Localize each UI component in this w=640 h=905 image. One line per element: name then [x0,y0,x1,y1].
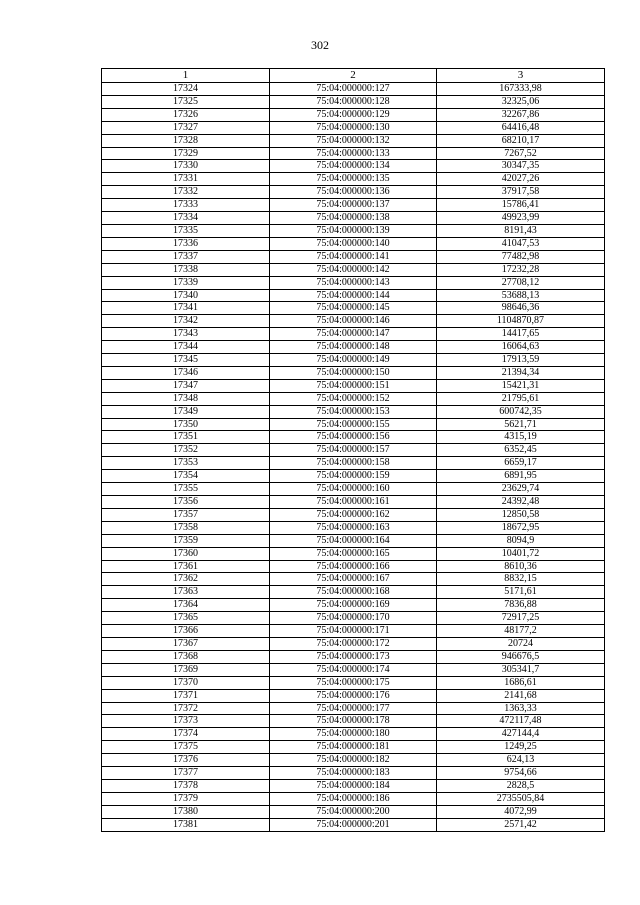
cadastral-number-cell: 75:04:000000:200 [270,805,437,818]
table-row [102,95,605,108]
cadastral-number-cell: 75:04:000000:175 [270,676,437,689]
value-cell: 30347,35 [437,160,605,173]
cadastral-number-cell: 75:04:000000:180 [270,728,437,741]
value-cell: 32267,86 [437,108,605,121]
value-cell: 32325,06 [437,95,605,108]
value-cell: 27708,12 [437,276,605,289]
column-header-1: 1 [102,69,270,83]
table-row [102,237,605,250]
row-number-cell: 17371 [102,689,270,702]
value-cell: 98646,36 [437,302,605,315]
value-cell: 6352,45 [437,444,605,457]
table-body [102,83,605,832]
table-row [102,212,605,225]
table-row [102,250,605,263]
cadastral-number-cell: 75:04:000000:142 [270,263,437,276]
table-row [102,366,605,379]
table-row [102,728,605,741]
row-number-cell: 17358 [102,521,270,534]
value-cell: 600742,35 [437,405,605,418]
value-cell: 7267,52 [437,147,605,160]
table-row [102,354,605,367]
cadastral-number-cell: 75:04:000000:163 [270,521,437,534]
table-row [102,483,605,496]
value-cell: 20724 [437,637,605,650]
row-number-cell: 17360 [102,547,270,560]
value-cell: 6891,95 [437,470,605,483]
row-number-cell: 17335 [102,224,270,237]
row-number-cell: 17378 [102,779,270,792]
value-cell: 41047,53 [437,237,605,250]
value-cell: 68210,17 [437,134,605,147]
cadastral-number-cell: 75:04:000000:140 [270,237,437,250]
table-row [102,302,605,315]
value-cell: 77482,98 [437,250,605,263]
table-row [102,779,605,792]
value-cell: 37917,58 [437,186,605,199]
row-number-cell: 17334 [102,212,270,225]
table-row [102,418,605,431]
table-row [102,199,605,212]
row-number-cell: 17326 [102,108,270,121]
table-row [102,586,605,599]
value-cell: 18672,95 [437,521,605,534]
value-cell: 8832,15 [437,573,605,586]
cadastral-number-cell: 75:04:000000:184 [270,779,437,792]
value-cell: 21394,34 [437,366,605,379]
row-number-cell: 17372 [102,702,270,715]
table-row [102,341,605,354]
cadastral-number-cell: 75:04:000000:150 [270,366,437,379]
row-number-cell: 17339 [102,276,270,289]
value-cell: 8610,36 [437,560,605,573]
value-cell: 16064,63 [437,341,605,354]
cadastral-number-cell: 75:04:000000:135 [270,173,437,186]
value-cell: 5621,71 [437,418,605,431]
row-number-cell: 17351 [102,431,270,444]
cadastral-number-cell: 75:04:000000:145 [270,302,437,315]
row-number-cell: 17375 [102,741,270,754]
row-number-cell: 17341 [102,302,270,315]
table-row [102,805,605,818]
cadastral-number-cell: 75:04:000000:169 [270,599,437,612]
value-cell: 8094,9 [437,534,605,547]
cadastral-number-cell: 75:04:000000:183 [270,767,437,780]
value-cell: 2735505,84 [437,792,605,805]
row-number-cell: 17324 [102,83,270,96]
cadastral-number-cell: 75:04:000000:186 [270,792,437,805]
row-number-cell: 17369 [102,663,270,676]
row-number-cell: 17350 [102,418,270,431]
value-cell: 10401,72 [437,547,605,560]
row-number-cell: 17362 [102,573,270,586]
cadastral-number-cell: 75:04:000000:172 [270,637,437,650]
table-row [102,573,605,586]
row-number-cell: 17361 [102,560,270,573]
cadastral-number-cell: 75:04:000000:182 [270,754,437,767]
value-cell: 17913,59 [437,354,605,367]
row-number-cell: 17346 [102,366,270,379]
value-cell: 2828,5 [437,779,605,792]
value-cell: 1363,33 [437,702,605,715]
table-row [102,560,605,573]
cadastral-number-cell: 75:04:000000:153 [270,405,437,418]
cadastral-number-cell: 75:04:000000:134 [270,160,437,173]
row-number-cell: 17343 [102,328,270,341]
table-row [102,457,605,470]
column-header-2: 2 [270,69,437,83]
row-number-cell: 17327 [102,121,270,134]
value-cell: 9754,66 [437,767,605,780]
row-number-cell: 17325 [102,95,270,108]
value-cell: 1104870,87 [437,315,605,328]
data-table [101,68,605,832]
value-cell: 15786,41 [437,199,605,212]
value-cell: 64416,48 [437,121,605,134]
value-cell: 427144,4 [437,728,605,741]
value-cell: 12850,58 [437,508,605,521]
row-number-cell: 17373 [102,715,270,728]
cadastral-number-cell: 75:04:000000:137 [270,199,437,212]
value-cell: 14417,65 [437,328,605,341]
table-row [102,405,605,418]
row-number-cell: 17354 [102,470,270,483]
cadastral-number-cell: 75:04:000000:130 [270,121,437,134]
table-row [102,612,605,625]
row-number-cell: 17364 [102,599,270,612]
cadastral-number-cell: 75:04:000000:176 [270,689,437,702]
cadastral-number-cell: 75:04:000000:146 [270,315,437,328]
row-number-cell: 17348 [102,392,270,405]
table-row [102,431,605,444]
table-row [102,392,605,405]
table-row [102,521,605,534]
row-number-cell: 17377 [102,767,270,780]
cadastral-number-cell: 75:04:000000:149 [270,354,437,367]
table-row [102,650,605,663]
table-row [102,160,605,173]
table-row [102,792,605,805]
cadastral-number-cell: 75:04:000000:143 [270,276,437,289]
cadastral-number-cell: 75:04:000000:161 [270,496,437,509]
table-row [102,470,605,483]
value-cell: 72917,25 [437,612,605,625]
row-number-cell: 17329 [102,147,270,160]
value-cell: 53688,13 [437,289,605,302]
table-row [102,625,605,638]
cadastral-number-cell: 75:04:000000:181 [270,741,437,754]
row-number-cell: 17352 [102,444,270,457]
value-cell: 15421,31 [437,379,605,392]
row-number-cell: 17381 [102,818,270,831]
table-row [102,508,605,521]
table-header [102,69,605,83]
table-row [102,534,605,547]
table-row [102,818,605,831]
table-row [102,289,605,302]
cadastral-number-cell: 75:04:000000:152 [270,392,437,405]
row-number-cell: 17368 [102,650,270,663]
row-number-cell: 17357 [102,508,270,521]
value-cell: 17232,28 [437,263,605,276]
table-row [102,754,605,767]
cadastral-number-cell: 75:04:000000:139 [270,224,437,237]
table-row [102,173,605,186]
table-row [102,547,605,560]
page-number: 302 [311,38,329,52]
table-row [102,496,605,509]
table-row [102,637,605,650]
value-cell: 49923,99 [437,212,605,225]
row-number-cell: 17363 [102,586,270,599]
table-row [102,702,605,715]
cadastral-number-cell: 75:04:000000:128 [270,95,437,108]
row-number-cell: 17374 [102,728,270,741]
table-row [102,83,605,96]
table-row [102,147,605,160]
table-row [102,379,605,392]
row-number-cell: 17366 [102,625,270,638]
table-row [102,767,605,780]
cadastral-number-cell: 75:04:000000:147 [270,328,437,341]
row-number-cell: 17337 [102,250,270,263]
value-cell: 23629,74 [437,483,605,496]
value-cell: 946676,5 [437,650,605,663]
value-cell: 48177,2 [437,625,605,638]
cadastral-number-cell: 75:04:000000:171 [270,625,437,638]
cadastral-number-cell: 75:04:000000:129 [270,108,437,121]
value-cell: 42027,26 [437,173,605,186]
row-number-cell: 17359 [102,534,270,547]
value-cell: 624,13 [437,754,605,767]
row-number-cell: 17333 [102,199,270,212]
row-number-cell: 17340 [102,289,270,302]
column-header-3: 3 [437,69,605,83]
value-cell: 24392,48 [437,496,605,509]
cadastral-number-cell: 75:04:000000:173 [270,650,437,663]
row-number-cell: 17332 [102,186,270,199]
table-row [102,186,605,199]
value-cell: 472117,48 [437,715,605,728]
row-number-cell: 17331 [102,173,270,186]
cadastral-number-cell: 75:04:000000:165 [270,547,437,560]
cadastral-number-cell: 75:04:000000:177 [270,702,437,715]
value-cell: 2141,68 [437,689,605,702]
cadastral-number-cell: 75:04:000000:170 [270,612,437,625]
table-row [102,224,605,237]
table-row [102,108,605,121]
value-cell: 7836,88 [437,599,605,612]
table-row [102,715,605,728]
cadastral-number-cell: 75:04:000000:178 [270,715,437,728]
table-row [102,263,605,276]
table-row [102,663,605,676]
value-cell: 21795,61 [437,392,605,405]
cadastral-number-cell: 75:04:000000:148 [270,341,437,354]
value-cell: 1686,61 [437,676,605,689]
row-number-cell: 17380 [102,805,270,818]
cadastral-number-cell: 75:04:000000:141 [270,250,437,263]
value-cell: 4315,19 [437,431,605,444]
row-number-cell: 17365 [102,612,270,625]
cadastral-number-cell: 75:04:000000:168 [270,586,437,599]
row-number-cell: 17370 [102,676,270,689]
table-row [102,328,605,341]
row-number-cell: 17356 [102,496,270,509]
row-number-cell: 17344 [102,341,270,354]
row-number-cell: 17367 [102,637,270,650]
row-number-cell: 17355 [102,483,270,496]
row-number-cell: 17345 [102,354,270,367]
row-number-cell: 17330 [102,160,270,173]
value-cell: 4072,99 [437,805,605,818]
cadastral-number-cell: 75:04:000000:160 [270,483,437,496]
table-row [102,121,605,134]
table-row [102,689,605,702]
row-number-cell: 17379 [102,792,270,805]
value-cell: 8191,43 [437,224,605,237]
table-row [102,599,605,612]
value-cell: 167333,98 [437,83,605,96]
value-cell: 1249,25 [437,741,605,754]
value-cell: 2571,42 [437,818,605,831]
value-cell: 6659,17 [437,457,605,470]
value-cell: 5171,61 [437,586,605,599]
value-cell: 305341,7 [437,663,605,676]
row-number-cell: 17338 [102,263,270,276]
row-number-cell: 17376 [102,754,270,767]
cadastral-number-cell: 75:04:000000:133 [270,147,437,160]
table-row [102,276,605,289]
header-row [102,69,605,83]
cadastral-number-cell: 75:04:000000:166 [270,560,437,573]
cadastral-number-cell: 75:04:000000:157 [270,444,437,457]
row-number-cell: 17349 [102,405,270,418]
cadastral-number-cell: 75:04:000000:151 [270,379,437,392]
cadastral-number-cell: 75:04:000000:127 [270,83,437,96]
table-row [102,134,605,147]
row-number-cell: 17347 [102,379,270,392]
cadastral-number-cell: 75:04:000000:162 [270,508,437,521]
row-number-cell: 17328 [102,134,270,147]
cadastral-number-cell: 75:04:000000:158 [270,457,437,470]
row-number-cell: 17336 [102,237,270,250]
cadastral-number-cell: 75:04:000000:159 [270,470,437,483]
cadastral-number-cell: 75:04:000000:156 [270,431,437,444]
cadastral-number-cell: 75:04:000000:132 [270,134,437,147]
cadastral-number-cell: 75:04:000000:136 [270,186,437,199]
cadastral-number-cell: 75:04:000000:138 [270,212,437,225]
cadastral-number-cell: 75:04:000000:167 [270,573,437,586]
row-number-cell: 17353 [102,457,270,470]
cadastral-number-cell: 75:04:000000:155 [270,418,437,431]
table-row [102,676,605,689]
cadastral-number-cell: 75:04:000000:201 [270,818,437,831]
table-row [102,315,605,328]
table-row [102,741,605,754]
cadastral-number-cell: 75:04:000000:144 [270,289,437,302]
cadastral-number-cell: 75:04:000000:174 [270,663,437,676]
row-number-cell: 17342 [102,315,270,328]
table-row [102,444,605,457]
cadastral-number-cell: 75:04:000000:164 [270,534,437,547]
